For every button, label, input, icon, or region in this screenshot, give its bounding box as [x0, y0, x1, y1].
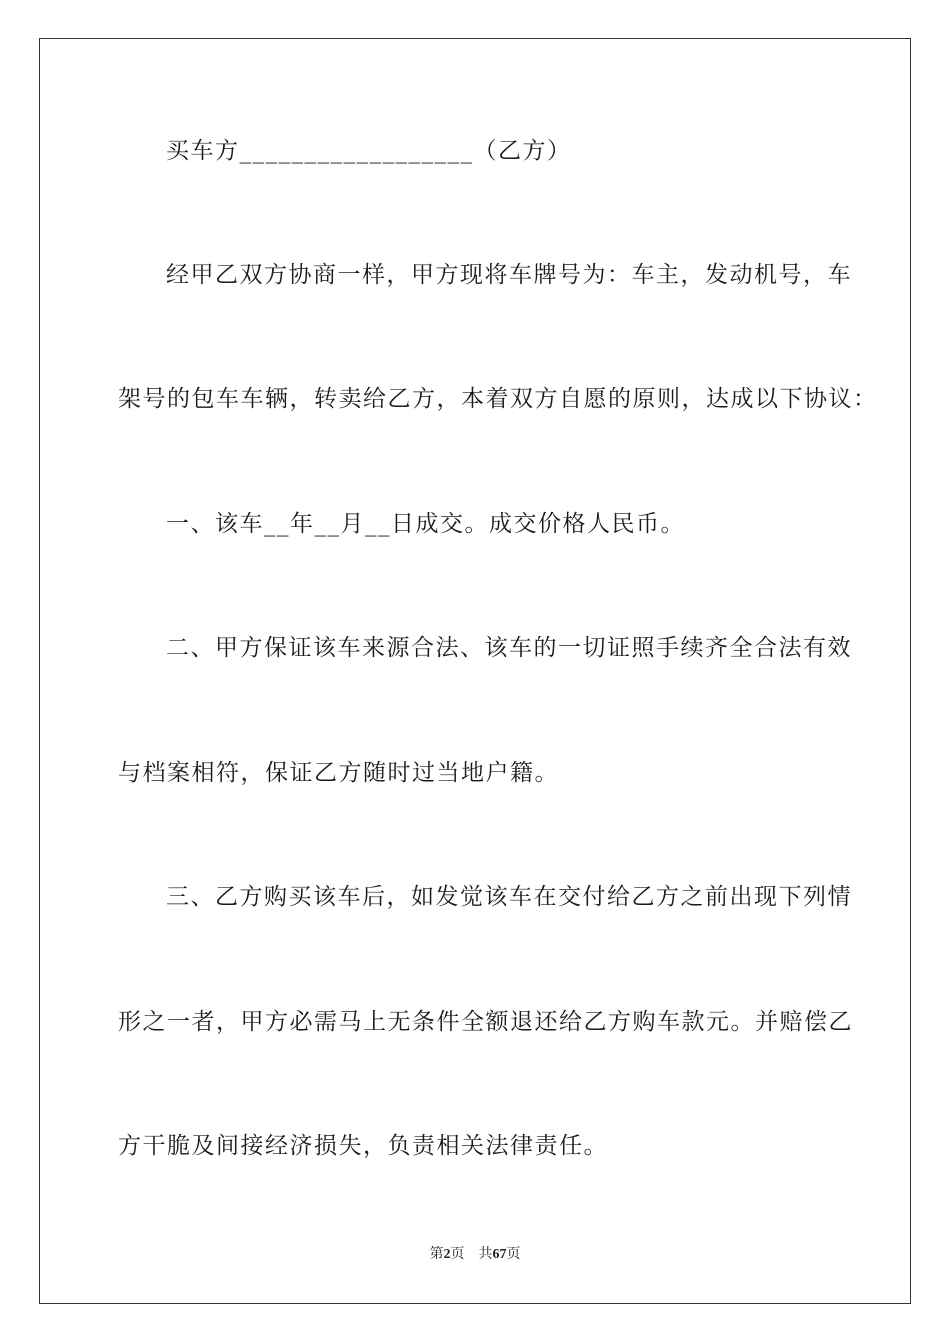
clause-2-line-1: 二、甲方保证该车来源合法、该车的一切证照手续齐全合法有效 — [166, 635, 852, 661]
page-number: 2 — [443, 1247, 451, 1262]
buyer-line: 买车方__________________（乙方） — [166, 138, 572, 164]
page-footer — [0, 1245, 950, 1265]
clause-2-line-2: 与档案相符，保证乙方随时过当地户籍。 — [118, 760, 559, 786]
paragraph-1-line-2: 架号的包车车辆，转卖给乙方，本着双方自愿的原则，达成以下协议： — [118, 386, 878, 412]
clause-3-line-2: 形之一者，甲方必需马上无条件全额退还给乙方购车款元。并赔偿乙 — [118, 1009, 853, 1035]
total-suffix: 页 — [506, 1247, 521, 1262]
page-border — [39, 38, 911, 1304]
clause-3-line-1: 三、乙方购买该车后，如发觉该车在交付给乙方之前出现下列情 — [166, 884, 852, 910]
page-prefix: 第 — [429, 1247, 444, 1262]
total-pages: 67 — [492, 1247, 507, 1262]
clause-3-line-3: 方干脆及间接经济损失，负责相关法律责任。 — [118, 1133, 608, 1159]
clause-1-line: 一、该车__年__月__日成交。成交价格人民币。 — [166, 511, 685, 537]
total-prefix: 共 — [478, 1247, 493, 1262]
page-suffix: 页 — [450, 1247, 465, 1262]
paragraph-1-line-1: 经甲乙双方协商一样，甲方现将车牌号为：车主，发动机号，车 — [166, 262, 852, 288]
